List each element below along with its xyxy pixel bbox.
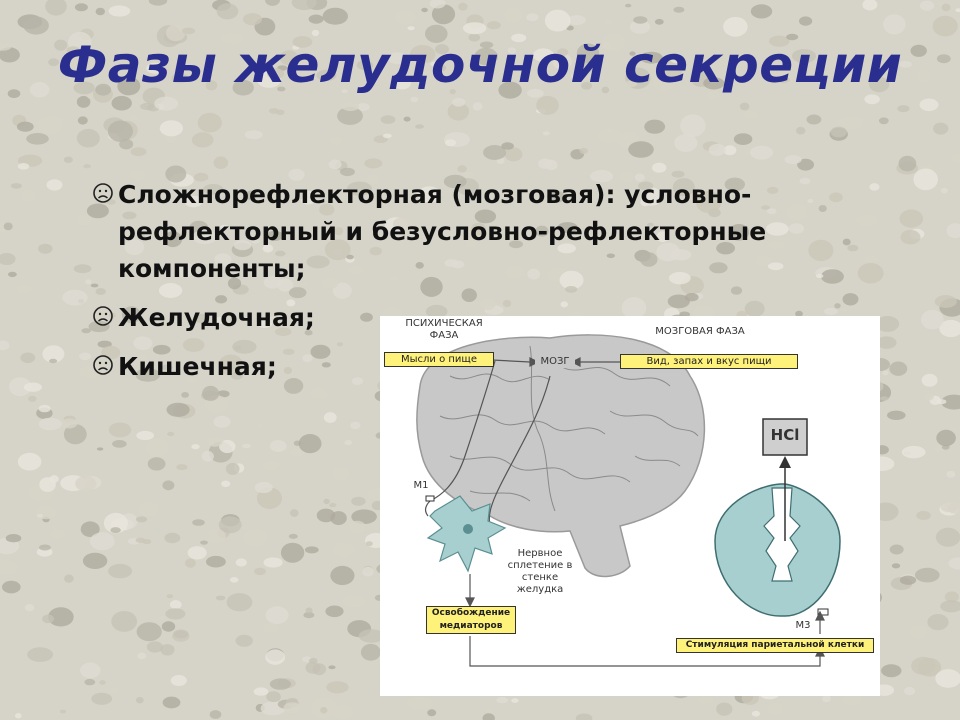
m3-label: M3 [795,620,811,631]
hcl-label: HCl [770,426,800,444]
cell-nucleus [463,524,473,534]
plexus-label: Нервное сплетение в стенке желудка [507,548,573,595]
frown-face-icon [92,182,114,204]
stimulation-box: Стимуляция париетальной клетки [676,638,874,653]
brain-phase-label: МОЗГОВАЯ ФАЗА [655,326,745,337]
frown-face-icon [92,305,114,327]
bullet-text: Сложнорефлекторная (мозговая): условно-рефлекторный и безусловно-рефлекторные компоненты; [118,180,767,283]
m1-label: M1 [413,480,429,491]
gastric-secretion-diagram [380,316,880,696]
frown-face-icon [92,354,114,376]
senses-box: Вид, запах и вкус пищи [620,354,798,369]
bullet-text: Кишечная; [118,352,277,381]
thoughts-box: Мысли о пище [384,352,494,367]
psychic-phase-label: ПСИХИЧЕСКАЯ ФАЗА [405,318,483,341]
brain-label: МОЗГ [535,356,575,368]
slide-title: Фазы желудочной секреции [57,36,903,94]
bullet-text: Желудочная; [118,303,315,332]
bullet-item-cephalic [92,176,892,287]
release-box: Освобождение медиаторов [426,606,516,634]
